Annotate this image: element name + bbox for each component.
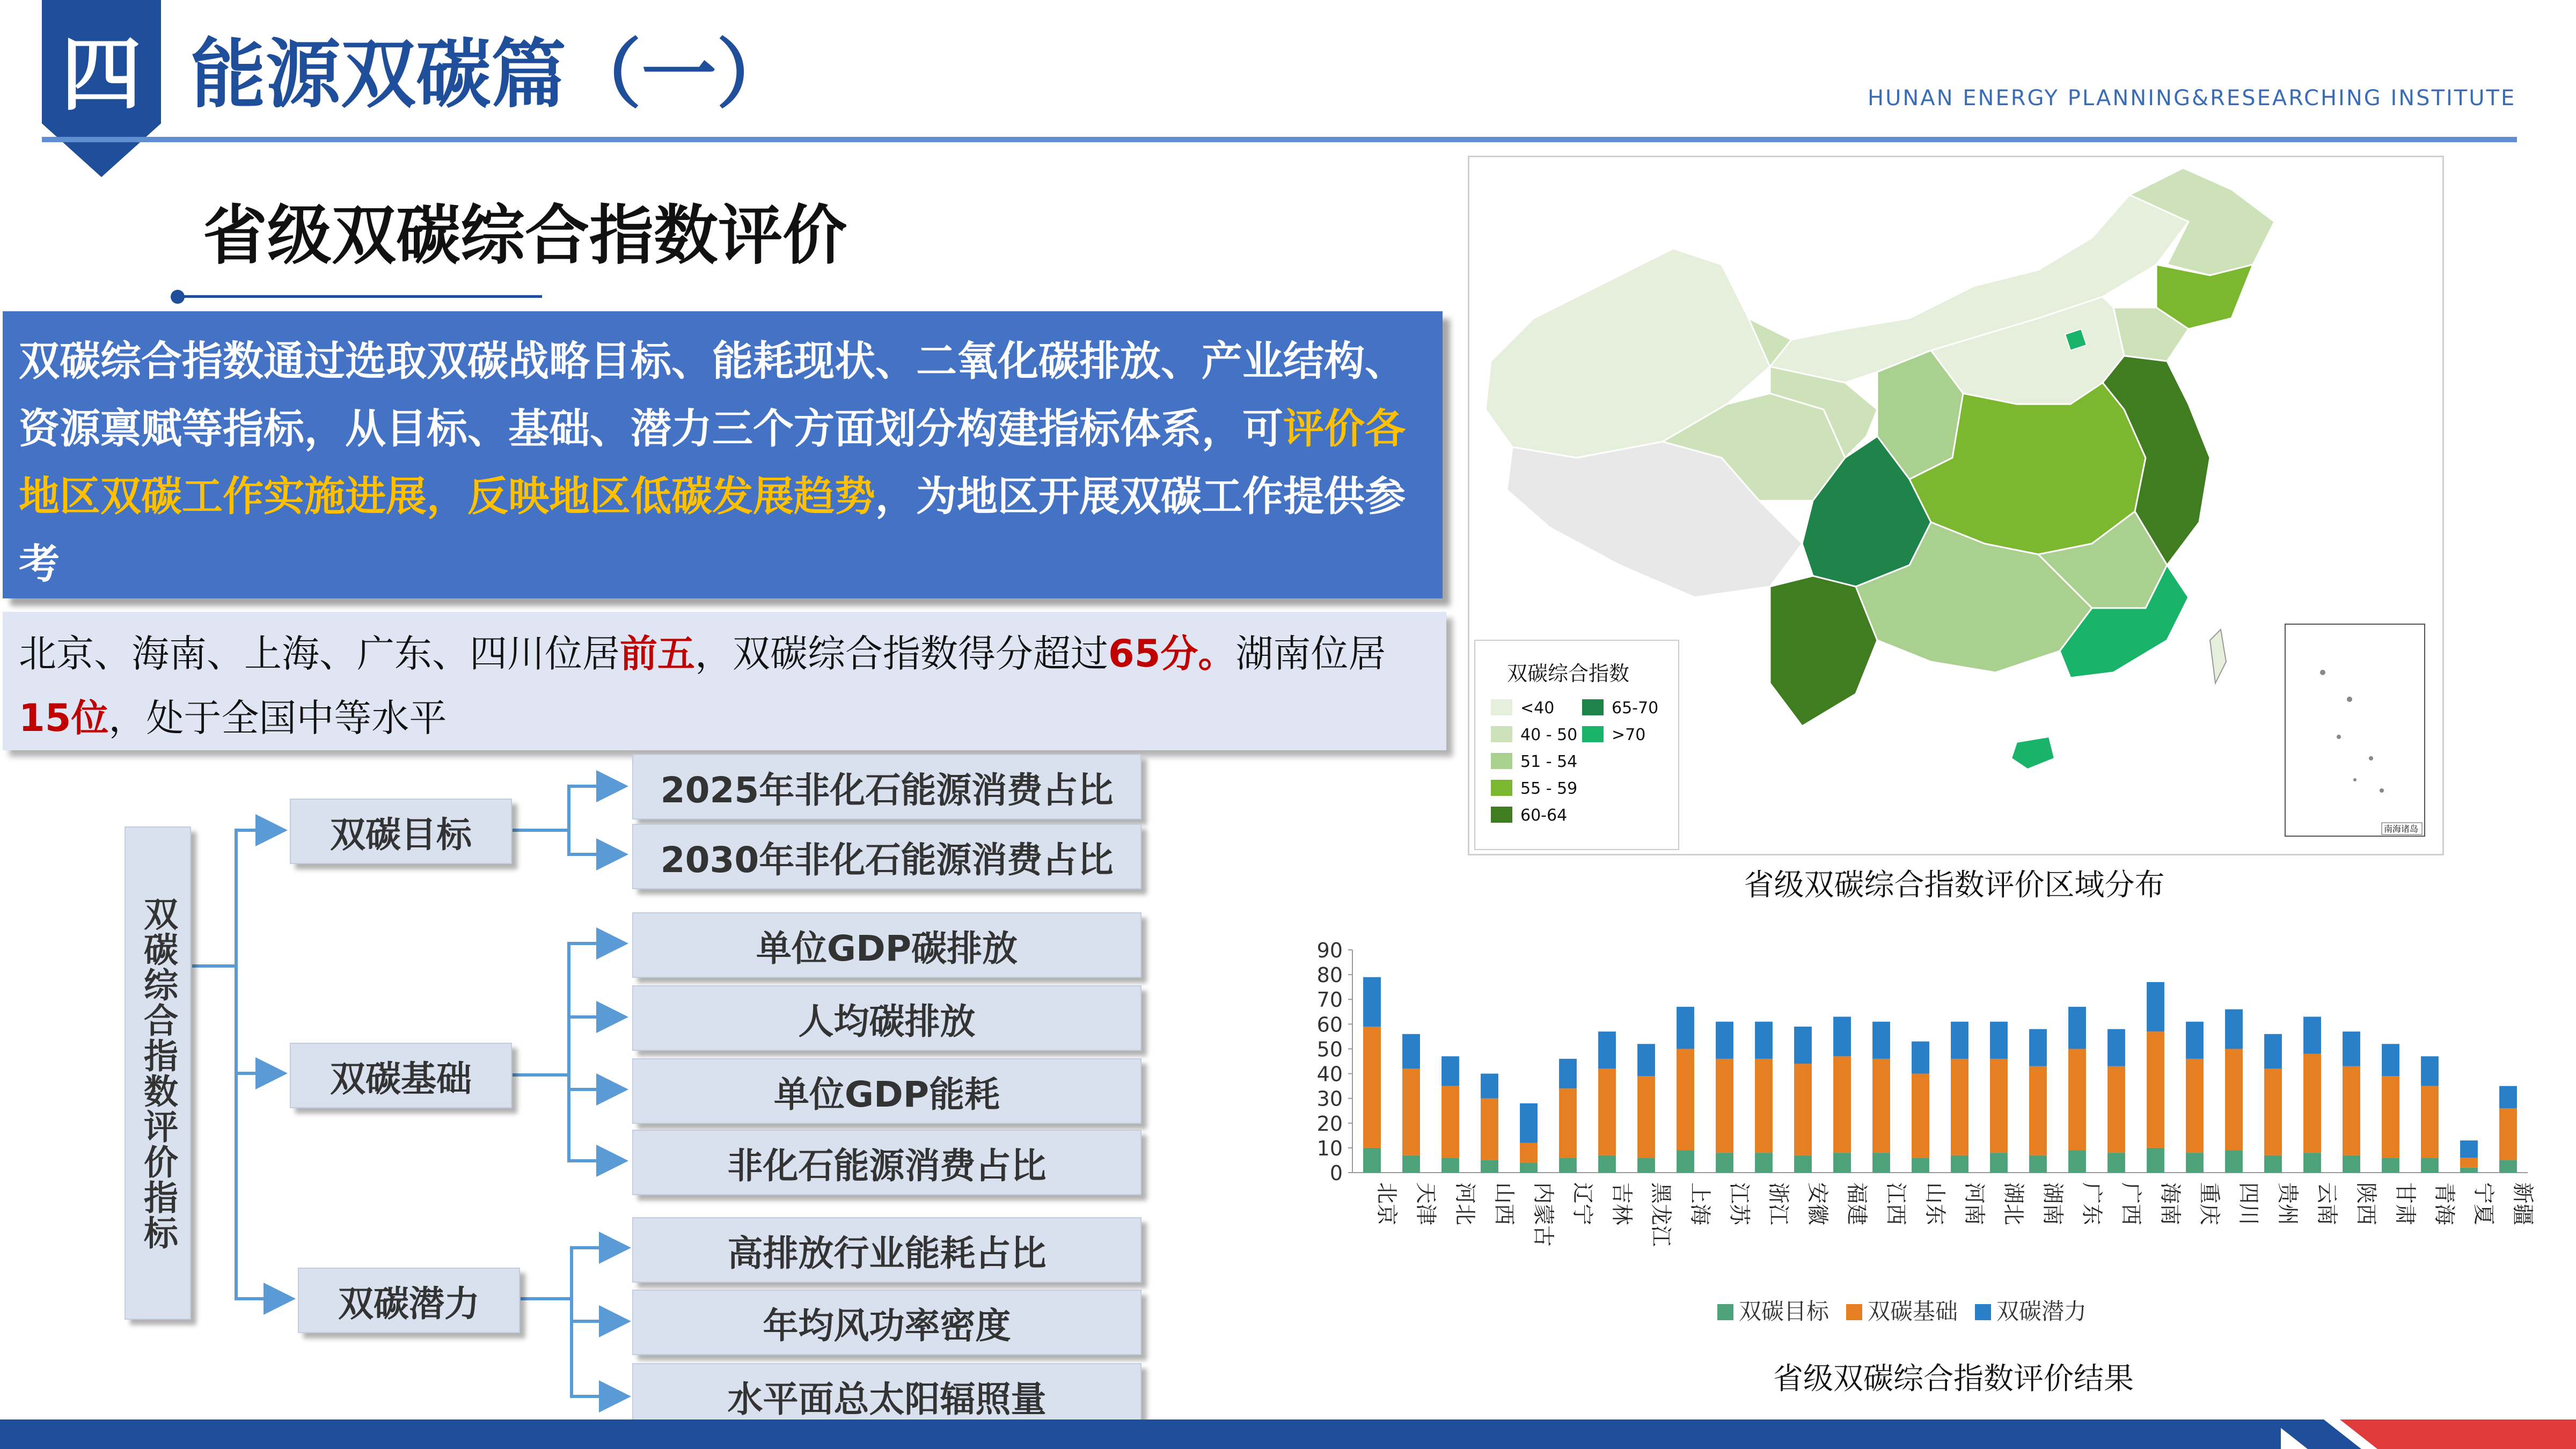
legend-swatch xyxy=(1491,753,1512,769)
bar-segment xyxy=(1637,1076,1655,1158)
x-tick-label: 甘肃 xyxy=(2392,1182,2418,1225)
page-title: 能源双碳篇（一） xyxy=(191,31,792,119)
legend-swatch xyxy=(1717,1304,1733,1320)
bar-segment xyxy=(1716,1153,1733,1173)
bar-segment xyxy=(2029,1029,2047,1066)
tree-item: 2030年非化石能源消费占比 xyxy=(632,824,1141,889)
chart-x-labels xyxy=(1374,1182,2535,1247)
map-frame xyxy=(1468,156,2444,855)
bar-segment xyxy=(1402,1069,1420,1155)
bar-segment xyxy=(1402,1155,1420,1173)
y-tick-label: 80 xyxy=(1316,963,1343,987)
bar-segment xyxy=(2068,1007,2086,1049)
bar-segment xyxy=(1598,1069,1616,1155)
bar-segment xyxy=(2107,1029,2125,1066)
x-tick-label: 辽宁 xyxy=(1570,1182,1595,1225)
tree-item: 水平面总太阳辐照量 xyxy=(632,1363,1141,1429)
intro-highlight: 评价各地区双碳工作实施进展，反映地区低碳发展趋势 xyxy=(19,405,1406,520)
bar-segment xyxy=(1402,1034,1420,1069)
bar-segment xyxy=(2421,1086,2439,1158)
ranking-score: 65分。 xyxy=(1108,632,1236,676)
bar-segment xyxy=(1951,1059,1968,1155)
bar-segment xyxy=(2264,1069,2282,1155)
bar-segment xyxy=(1677,1049,1694,1150)
y-tick-label: 90 xyxy=(1316,939,1343,962)
bar-segment xyxy=(1794,1064,1812,1155)
legend-label: 65-70 xyxy=(1612,699,1659,718)
bar-segment xyxy=(1520,1143,1538,1163)
bar-segment xyxy=(1598,1031,1616,1069)
legend-label: <40 xyxy=(1520,699,1555,718)
x-tick-label: 陕西 xyxy=(2353,1182,2379,1225)
y-tick-label: 60 xyxy=(1316,1013,1343,1037)
x-tick-label: 重庆 xyxy=(2197,1182,2222,1225)
bar-segment xyxy=(1363,1027,1381,1148)
y-tick-label: 10 xyxy=(1316,1136,1343,1160)
y-tick-label: 40 xyxy=(1316,1062,1343,1086)
bar-segment xyxy=(1951,1022,1968,1059)
tree-group-basis: 双碳基础 xyxy=(290,1043,512,1108)
legend-swatch xyxy=(1491,726,1512,742)
bar-segment xyxy=(2147,1031,2164,1148)
y-tick-label: 0 xyxy=(1329,1161,1343,1185)
ranking-part: ，双碳综合指数得分超过 xyxy=(695,632,1108,676)
tree-root: 双碳综合指数评价指标 xyxy=(125,826,191,1320)
bar-segment xyxy=(2460,1158,2478,1167)
x-tick-label: 湖南 xyxy=(2040,1182,2065,1225)
tree-item: 人均碳排放 xyxy=(632,985,1141,1051)
bar-segment xyxy=(2499,1086,2517,1109)
legend-label: 双碳潜力 xyxy=(1996,1298,2087,1324)
x-tick-label: 宁夏 xyxy=(2471,1182,2496,1225)
bar-segment xyxy=(2107,1066,2125,1153)
x-tick-label: 北京 xyxy=(1374,1182,1399,1225)
legend-label: >70 xyxy=(1612,726,1646,744)
tree-group-potential: 双碳潜力 xyxy=(298,1268,520,1333)
bar-segment xyxy=(2303,1054,2321,1153)
china-map xyxy=(1469,157,2442,854)
bar-segment xyxy=(1794,1027,1812,1064)
legend-swatch xyxy=(1975,1304,1991,1320)
bar-segment xyxy=(1637,1158,1655,1173)
bar-segment xyxy=(1559,1059,1577,1088)
x-tick-label: 安徽 xyxy=(1805,1182,1830,1225)
x-tick-label: 新疆 xyxy=(2510,1182,2535,1225)
bar-segment xyxy=(1677,1151,1694,1173)
x-tick-label: 海南 xyxy=(2157,1182,2183,1225)
section-subtitle: 省级双碳综合指数评价 xyxy=(203,199,847,273)
x-tick-label: 天津 xyxy=(1413,1182,1438,1225)
map-legend-title: 双碳综合指数 xyxy=(1507,662,1630,685)
bar-segment xyxy=(1520,1103,1538,1143)
bar-segment xyxy=(1755,1022,1773,1059)
bar-segment xyxy=(2068,1151,2086,1173)
x-tick-label: 内蒙古 xyxy=(1531,1182,1556,1247)
bar-segment xyxy=(1794,1155,1812,1173)
x-tick-label: 吉林 xyxy=(1609,1182,1634,1225)
bar-segment xyxy=(2186,1059,2204,1153)
x-tick-label: 河北 xyxy=(1452,1182,1477,1225)
bar-segment xyxy=(1481,1160,1498,1173)
x-tick-label: 上海 xyxy=(1687,1182,1713,1225)
legend-label: 双碳基础 xyxy=(1868,1298,1958,1324)
x-tick-label: 广东 xyxy=(2079,1182,2104,1225)
bar-segment xyxy=(2303,1153,2321,1173)
bar-segment xyxy=(1441,1158,1459,1173)
legend-swatch xyxy=(1491,699,1512,715)
legend-swatch xyxy=(1846,1304,1862,1320)
legend-swatch xyxy=(1491,807,1512,823)
x-tick-label: 江苏 xyxy=(1726,1182,1752,1225)
x-tick-label: 浙江 xyxy=(1766,1182,1791,1225)
bar-segment xyxy=(1441,1086,1459,1158)
bar-segment xyxy=(1872,1059,1890,1153)
bar-segment xyxy=(2068,1049,2086,1150)
bar-segment xyxy=(2147,982,2164,1031)
ranking-hunan-rank: 15位 xyxy=(19,696,109,740)
bar-segment xyxy=(1363,977,1381,1027)
ranking-part: 湖南位居 xyxy=(1235,632,1386,676)
x-tick-label: 山东 xyxy=(1922,1182,1948,1225)
x-tick-label: 贵州 xyxy=(2275,1182,2300,1225)
bar-segment xyxy=(2303,1017,2321,1054)
bar-segment xyxy=(1912,1158,1929,1173)
x-tick-label: 广西 xyxy=(2118,1182,2143,1225)
x-tick-label: 湖北 xyxy=(2001,1182,2026,1225)
tree-item: 2025年非化石能源消费占比 xyxy=(632,754,1141,819)
bar-segment xyxy=(1872,1153,1890,1173)
tree-item: 非化石能源消费占比 xyxy=(632,1130,1141,1195)
bar-segment xyxy=(1637,1044,1655,1076)
x-tick-label: 江西 xyxy=(1883,1182,1908,1225)
ranking-part: 北京、海南、上海、广东、四川位居 xyxy=(19,632,620,676)
chart-legend xyxy=(1717,1298,2087,1324)
legend-label: 55 - 59 xyxy=(1520,779,1578,798)
legend-label: 60-64 xyxy=(1520,806,1568,825)
chart-caption: 省级双碳综合指数评价结果 xyxy=(1773,1362,2134,1396)
bar-segment xyxy=(1520,1163,1538,1173)
section-number: 四 xyxy=(61,28,142,122)
bar-segment xyxy=(1912,1042,1929,1074)
bar-segment xyxy=(1716,1022,1733,1059)
ranking-top-five: 前五 xyxy=(620,632,695,676)
ranking-part: ，处于全国中等水平 xyxy=(108,696,447,740)
bar-segment xyxy=(2421,1056,2439,1086)
bar-segment xyxy=(1559,1158,1577,1173)
bar-segment xyxy=(1912,1074,1929,1158)
legend-swatch xyxy=(1491,780,1512,796)
bar-segment xyxy=(1677,1007,1694,1049)
bar-segment xyxy=(2343,1155,2360,1173)
bar-segment xyxy=(1990,1022,2008,1059)
bar-segment xyxy=(2499,1160,2517,1173)
legend-swatch xyxy=(1582,699,1604,715)
tree-item: 单位GDP能耗 xyxy=(632,1058,1141,1124)
bar-segment xyxy=(2147,1148,2164,1173)
y-tick-label: 50 xyxy=(1316,1037,1343,1062)
bar-segment xyxy=(2186,1153,2204,1173)
x-tick-label: 云南 xyxy=(2314,1182,2339,1225)
bar-segment xyxy=(1755,1059,1773,1153)
bar-segment xyxy=(2499,1108,2517,1160)
tree-item: 高排放行业能耗占比 xyxy=(632,1217,1141,1283)
bar-segment xyxy=(2225,1009,2243,1049)
bar-segment xyxy=(1363,1148,1381,1173)
legend-label: 51 - 54 xyxy=(1520,752,1578,771)
x-tick-label: 四川 xyxy=(2236,1182,2261,1225)
legend-label: 双碳目标 xyxy=(1739,1298,1829,1324)
bar-segment xyxy=(1990,1153,2008,1173)
footer-bar xyxy=(0,1411,2576,1449)
bar-segment xyxy=(1716,1059,1733,1153)
bar-segment xyxy=(1481,1074,1498,1099)
inset-label: 南海诸岛 xyxy=(2384,824,2419,834)
x-tick-label: 河南 xyxy=(1962,1182,1987,1225)
bar-segment xyxy=(2107,1153,2125,1173)
y-tick-label: 70 xyxy=(1316,988,1343,1012)
bar-segment xyxy=(2382,1044,2399,1076)
bar-segment xyxy=(2382,1158,2399,1173)
bar-segment xyxy=(2186,1022,2204,1059)
x-tick-label: 福建 xyxy=(1844,1182,1869,1225)
bar-segment xyxy=(2343,1066,2360,1155)
map-caption: 省级双碳综合指数评价区域分布 xyxy=(1744,868,2165,903)
bar-segment xyxy=(2029,1066,2047,1155)
bar-segment xyxy=(1755,1153,1773,1173)
bar-segment xyxy=(1833,1153,1851,1173)
region-hainan xyxy=(2011,737,2054,769)
y-tick-label: 30 xyxy=(1316,1087,1343,1111)
tree-item: 单位GDP碳排放 xyxy=(632,912,1141,978)
bar-segment xyxy=(1481,1099,1498,1160)
bar-segment xyxy=(2382,1076,2399,1158)
bar-segment xyxy=(1833,1056,1851,1153)
tree-item: 年均风功率密度 xyxy=(632,1290,1141,1355)
y-tick-label: 20 xyxy=(1316,1111,1343,1136)
bar-segment xyxy=(2225,1049,2243,1150)
bar-segment xyxy=(2264,1034,2282,1069)
x-tick-label: 山西 xyxy=(1491,1182,1517,1225)
bar-segment xyxy=(1990,1059,2008,1153)
bar-segment xyxy=(1872,1022,1890,1059)
institute-name: HUNAN ENERGY PLANNING&RESEARCHING INSTITUTE xyxy=(1868,86,2516,111)
stacked-bar-chart xyxy=(1277,928,2555,1385)
tree-group-target: 双碳目标 xyxy=(290,799,512,864)
region-taiwan xyxy=(2210,630,2226,683)
legend-label: 40 - 50 xyxy=(1520,726,1578,744)
bar-segment xyxy=(1559,1088,1577,1158)
legend-swatch xyxy=(1582,726,1604,742)
bar-segment xyxy=(2460,1168,2478,1173)
bar-segment xyxy=(1598,1155,1616,1173)
bar-segment xyxy=(1833,1017,1851,1057)
map-inset xyxy=(2285,624,2425,836)
bar-segment xyxy=(2264,1155,2282,1173)
intro-text-after: ，为地区开展双碳工作提供参考 xyxy=(19,472,1406,588)
chart-bars xyxy=(1363,977,2517,1173)
bar-segment xyxy=(2225,1151,2243,1173)
x-tick-label: 黑龙江 xyxy=(1648,1182,1673,1247)
bar-segment xyxy=(2421,1158,2439,1173)
bar-segment xyxy=(2460,1140,2478,1158)
bar-segment xyxy=(1951,1155,1968,1173)
intro-text-before: 双碳综合指数通过选取双碳战略目标、能耗现状、二氧化碳排放、产业结构、资源禀赋等指标，从目标、基础、潜力三个方面划分构建指标体系，可 xyxy=(19,337,1406,452)
bar-segment xyxy=(2343,1031,2360,1066)
bar-segment xyxy=(1441,1056,1459,1086)
bar-segment xyxy=(2029,1155,2047,1173)
x-tick-label: 青海 xyxy=(2432,1182,2457,1225)
